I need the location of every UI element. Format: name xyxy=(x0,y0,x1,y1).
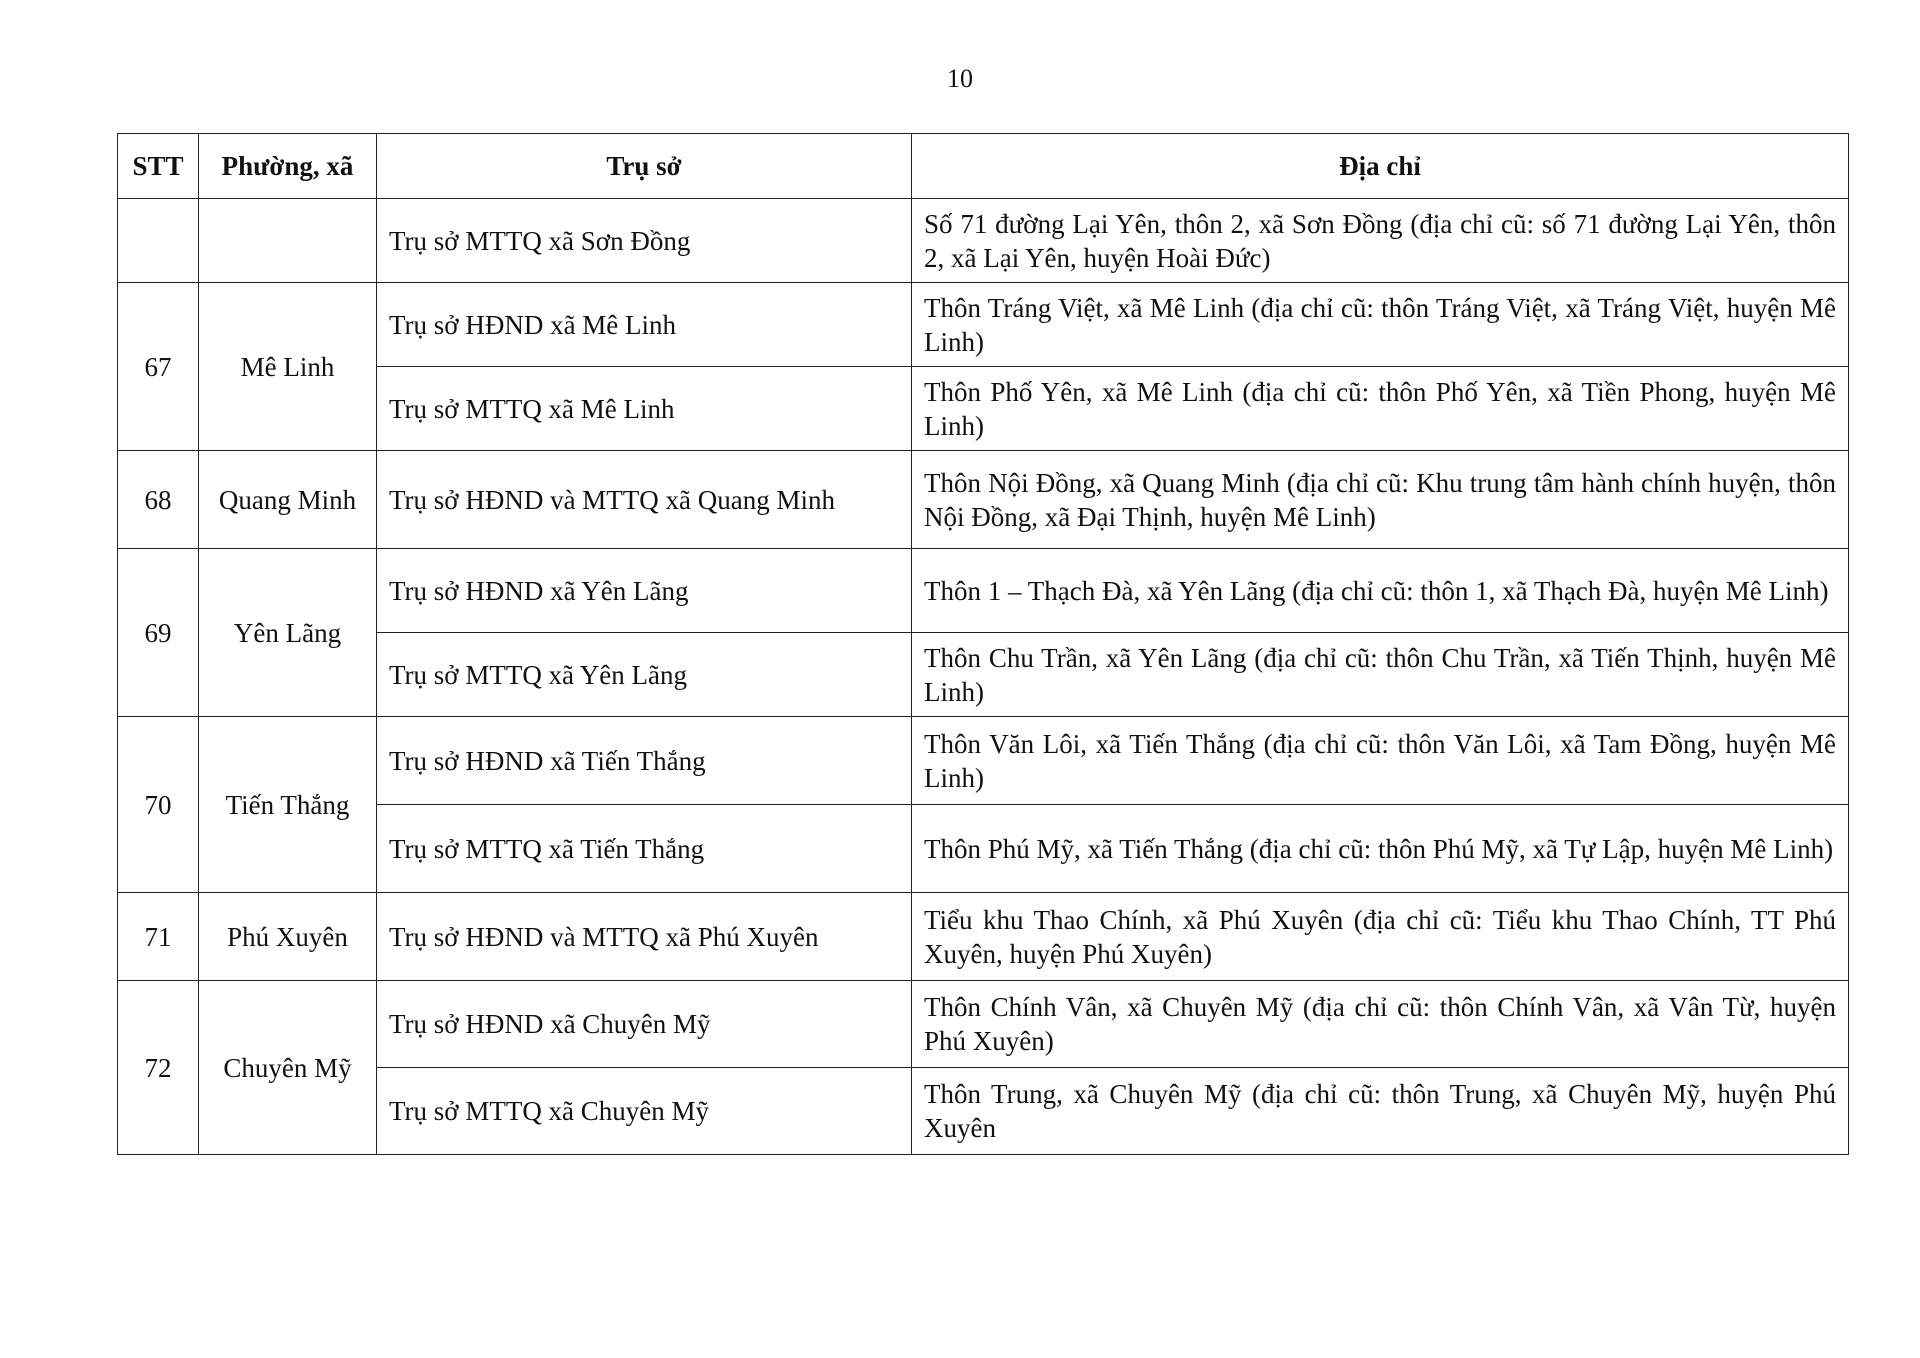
stt-cell: 69 xyxy=(118,549,199,717)
table-row xyxy=(118,717,1849,805)
office-cell: Trụ sở MTTQ xã Sơn Đồng xyxy=(377,199,912,283)
table-row xyxy=(118,451,1849,549)
table-row xyxy=(118,199,1849,283)
office-cell: Trụ sở MTTQ xã Tiến Thắng xyxy=(377,805,912,893)
stt-cell: 70 xyxy=(118,717,199,893)
office-cell: Trụ sở HĐND xã Yên Lãng xyxy=(377,549,912,633)
office-cell: Trụ sở MTTQ xã Yên Lãng xyxy=(377,633,912,717)
stt-cell: 67 xyxy=(118,283,199,451)
ward-cell: Quang Minh xyxy=(199,451,377,549)
table-row xyxy=(118,981,1849,1068)
table-row xyxy=(118,283,1849,367)
office-cell: Trụ sở MTTQ xã Mê Linh xyxy=(377,367,912,451)
office-cell: Trụ sở HĐND và MTTQ xã Quang Minh xyxy=(377,451,912,549)
address-cell: Thôn Văn Lôi, xã Tiến Thắng (địa chỉ cũ: thôn Văn Lôi, xã Tam Đồng, huyện Mê Linh) xyxy=(912,717,1849,805)
address-cell: Thôn Phú Mỹ, xã Tiến Thắng (địa chỉ cũ: thôn Phú Mỹ, xã Tự Lập, huyện Mê Linh) xyxy=(912,805,1849,893)
address-cell: Số 71 đường Lại Yên, thôn 2, xã Sơn Đồng (địa chỉ cũ: số 71 đường Lại Yên, thôn 2, xã Lại Yên, huyện Hoài Đức) xyxy=(912,199,1849,283)
address-cell: Thôn Phố Yên, xã Mê Linh (địa chỉ cũ: thôn Phố Yên, xã Tiền Phong, huyện Mê Linh) xyxy=(912,367,1849,451)
header-office: Trụ sở xyxy=(377,134,912,199)
address-cell: Thôn Tráng Việt, xã Mê Linh (địa chỉ cũ: thôn Tráng Việt, xã Tráng Việt, huyện Mê Linh) xyxy=(912,283,1849,367)
header-address: Địa chỉ xyxy=(912,134,1849,199)
address-cell: Tiểu khu Thao Chính, xã Phú Xuyên (địa chỉ cũ: Tiểu khu Thao Chính, TT Phú Xuyên, huyện Phú Xuyên) xyxy=(912,893,1849,981)
stt-cell: 68 xyxy=(118,451,199,549)
address-cell: Thôn Chu Trần, xã Yên Lãng (địa chỉ cũ: thôn Chu Trần, xã Tiến Thịnh, huyện Mê Linh) xyxy=(912,633,1849,717)
ward-cell: Yên Lãng xyxy=(199,549,377,717)
table-row xyxy=(118,1068,1849,1155)
address-cell: Thôn 1 – Thạch Đà, xã Yên Lãng (địa chỉ cũ: thôn 1, xã Thạch Đà, huyện Mê Linh) xyxy=(912,549,1849,633)
header-stt: STT xyxy=(118,134,199,199)
address-cell: Thôn Nội Đồng, xã Quang Minh (địa chỉ cũ: Khu trung tâm hành chính huyện, thôn Nội Đồng, xã Đại Thịnh, huyện Mê Linh) xyxy=(912,451,1849,549)
stt-cell: 72 xyxy=(118,981,199,1155)
table-row xyxy=(118,367,1849,451)
office-cell: Trụ sở HĐND xã Tiến Thắng xyxy=(377,717,912,805)
ward-cell: Tiến Thắng xyxy=(199,717,377,893)
table-row xyxy=(118,549,1849,633)
office-cell: Trụ sở HĐND xã Chuyên Mỹ xyxy=(377,981,912,1068)
address-cell: Thôn Chính Vân, xã Chuyên Mỹ (địa chỉ cũ: thôn Chính Vân, xã Vân Từ, huyện Phú Xuyên) xyxy=(912,981,1849,1068)
office-cell: Trụ sở HĐND và MTTQ xã Phú Xuyên xyxy=(377,893,912,981)
table-row xyxy=(118,633,1849,717)
stt-cell: 71 xyxy=(118,893,199,981)
office-address-table xyxy=(117,133,1849,1155)
ward-cell: Mê Linh xyxy=(199,283,377,451)
ward-cell: Phú Xuyên xyxy=(199,893,377,981)
ward-cell xyxy=(199,199,377,283)
address-cell: Thôn Trung, xã Chuyên Mỹ (địa chỉ cũ: thôn Trung, xã Chuyên Mỹ, huyện Phú Xuyên xyxy=(912,1068,1849,1155)
table-row xyxy=(118,805,1849,893)
table-header-row xyxy=(118,134,1849,199)
office-cell: Trụ sở MTTQ xã Chuyên Mỹ xyxy=(377,1068,912,1155)
stt-cell xyxy=(118,199,199,283)
header-ward: Phường, xã xyxy=(199,134,377,199)
table-row xyxy=(118,893,1849,981)
ward-cell: Chuyên Mỹ xyxy=(199,981,377,1155)
office-cell: Trụ sở HĐND xã Mê Linh xyxy=(377,283,912,367)
page-number: 10 xyxy=(947,64,973,93)
